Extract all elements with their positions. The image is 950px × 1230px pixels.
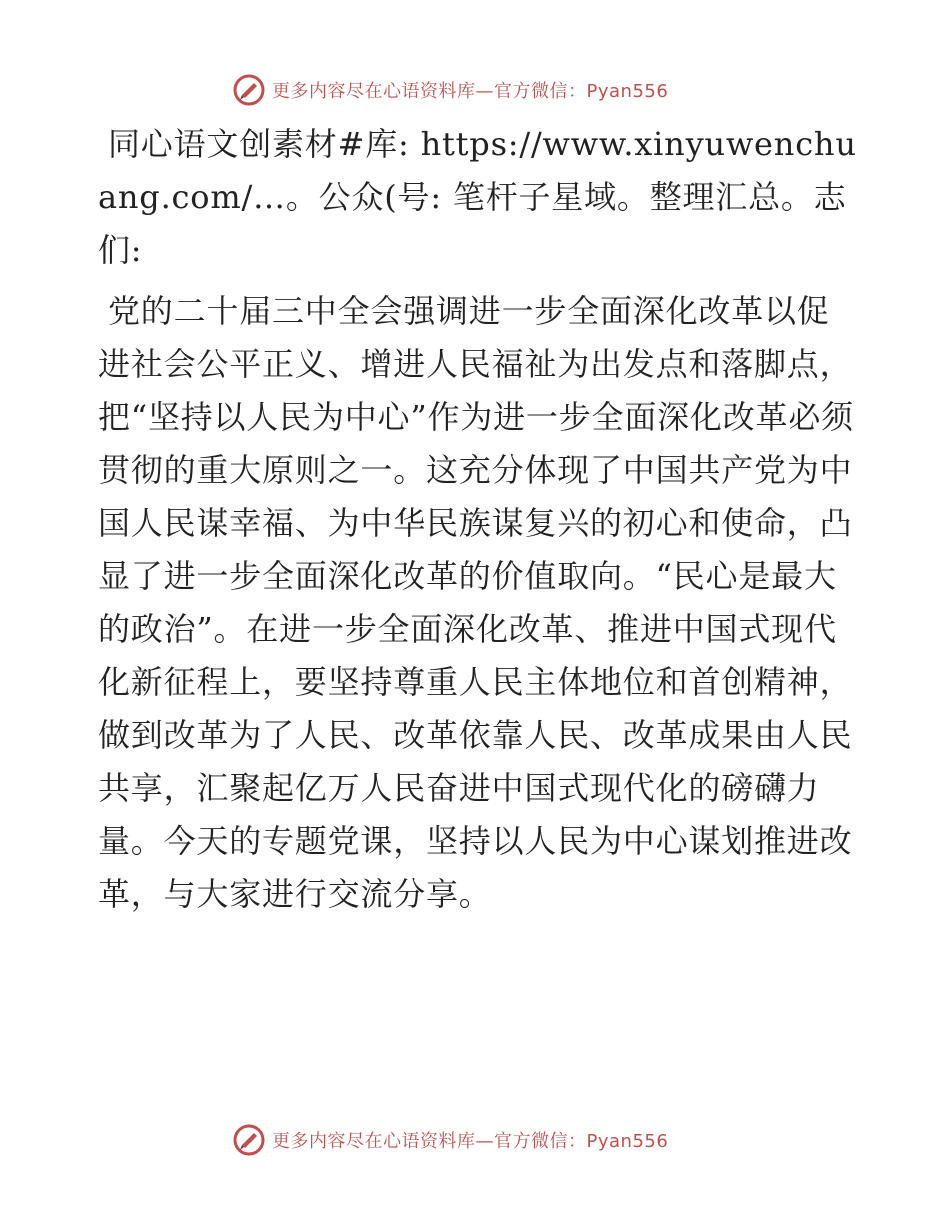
document-body [98, 118, 858, 921]
header-banner-text: 更多内容尽在心语资料库—官方微信：Pyan556 [272, 81, 669, 102]
logo-icon [232, 1123, 266, 1157]
paragraph-source-note: 同心语文创素材#库: https://www.xinyuwenchuang.com/…。公众(号: 笔杆子星域。整理汇总。志们: [98, 125, 857, 269]
footer-banner [232, 1120, 712, 1160]
logo-icon [232, 73, 266, 107]
header-banner [232, 70, 712, 110]
paragraph-main: 党的二十届三中全会强调进一步全面深化改革以促进社会公平正义、增进人民福祉为出发点和落脚点，把“坚持以人民为中心”作为进一步全面深化改革必须贯彻的重大原则之一。这充分体现了中国共产党为中国人民谋幸福、为中华民族谋复兴的初心和使命，凸显了进一步全面深化改革的价值取向。“民心是最大的政治”。在进一步全面深化改革、推进中国式现代化新征程上，要坚持尊重人民主体地位和首创精神，做到改革为了人民、改革依靠人民、改革成果由人民共享，汇聚起亿万人民奋进中国式现代化的磅礴力量。今天的专题党课，坚持以人民为中心谋划推进改革，与大家进行交流分享。 [98, 292, 854, 913]
footer-banner-text: 更多内容尽在心语资料库—官方微信：Pyan556 [272, 1131, 669, 1152]
